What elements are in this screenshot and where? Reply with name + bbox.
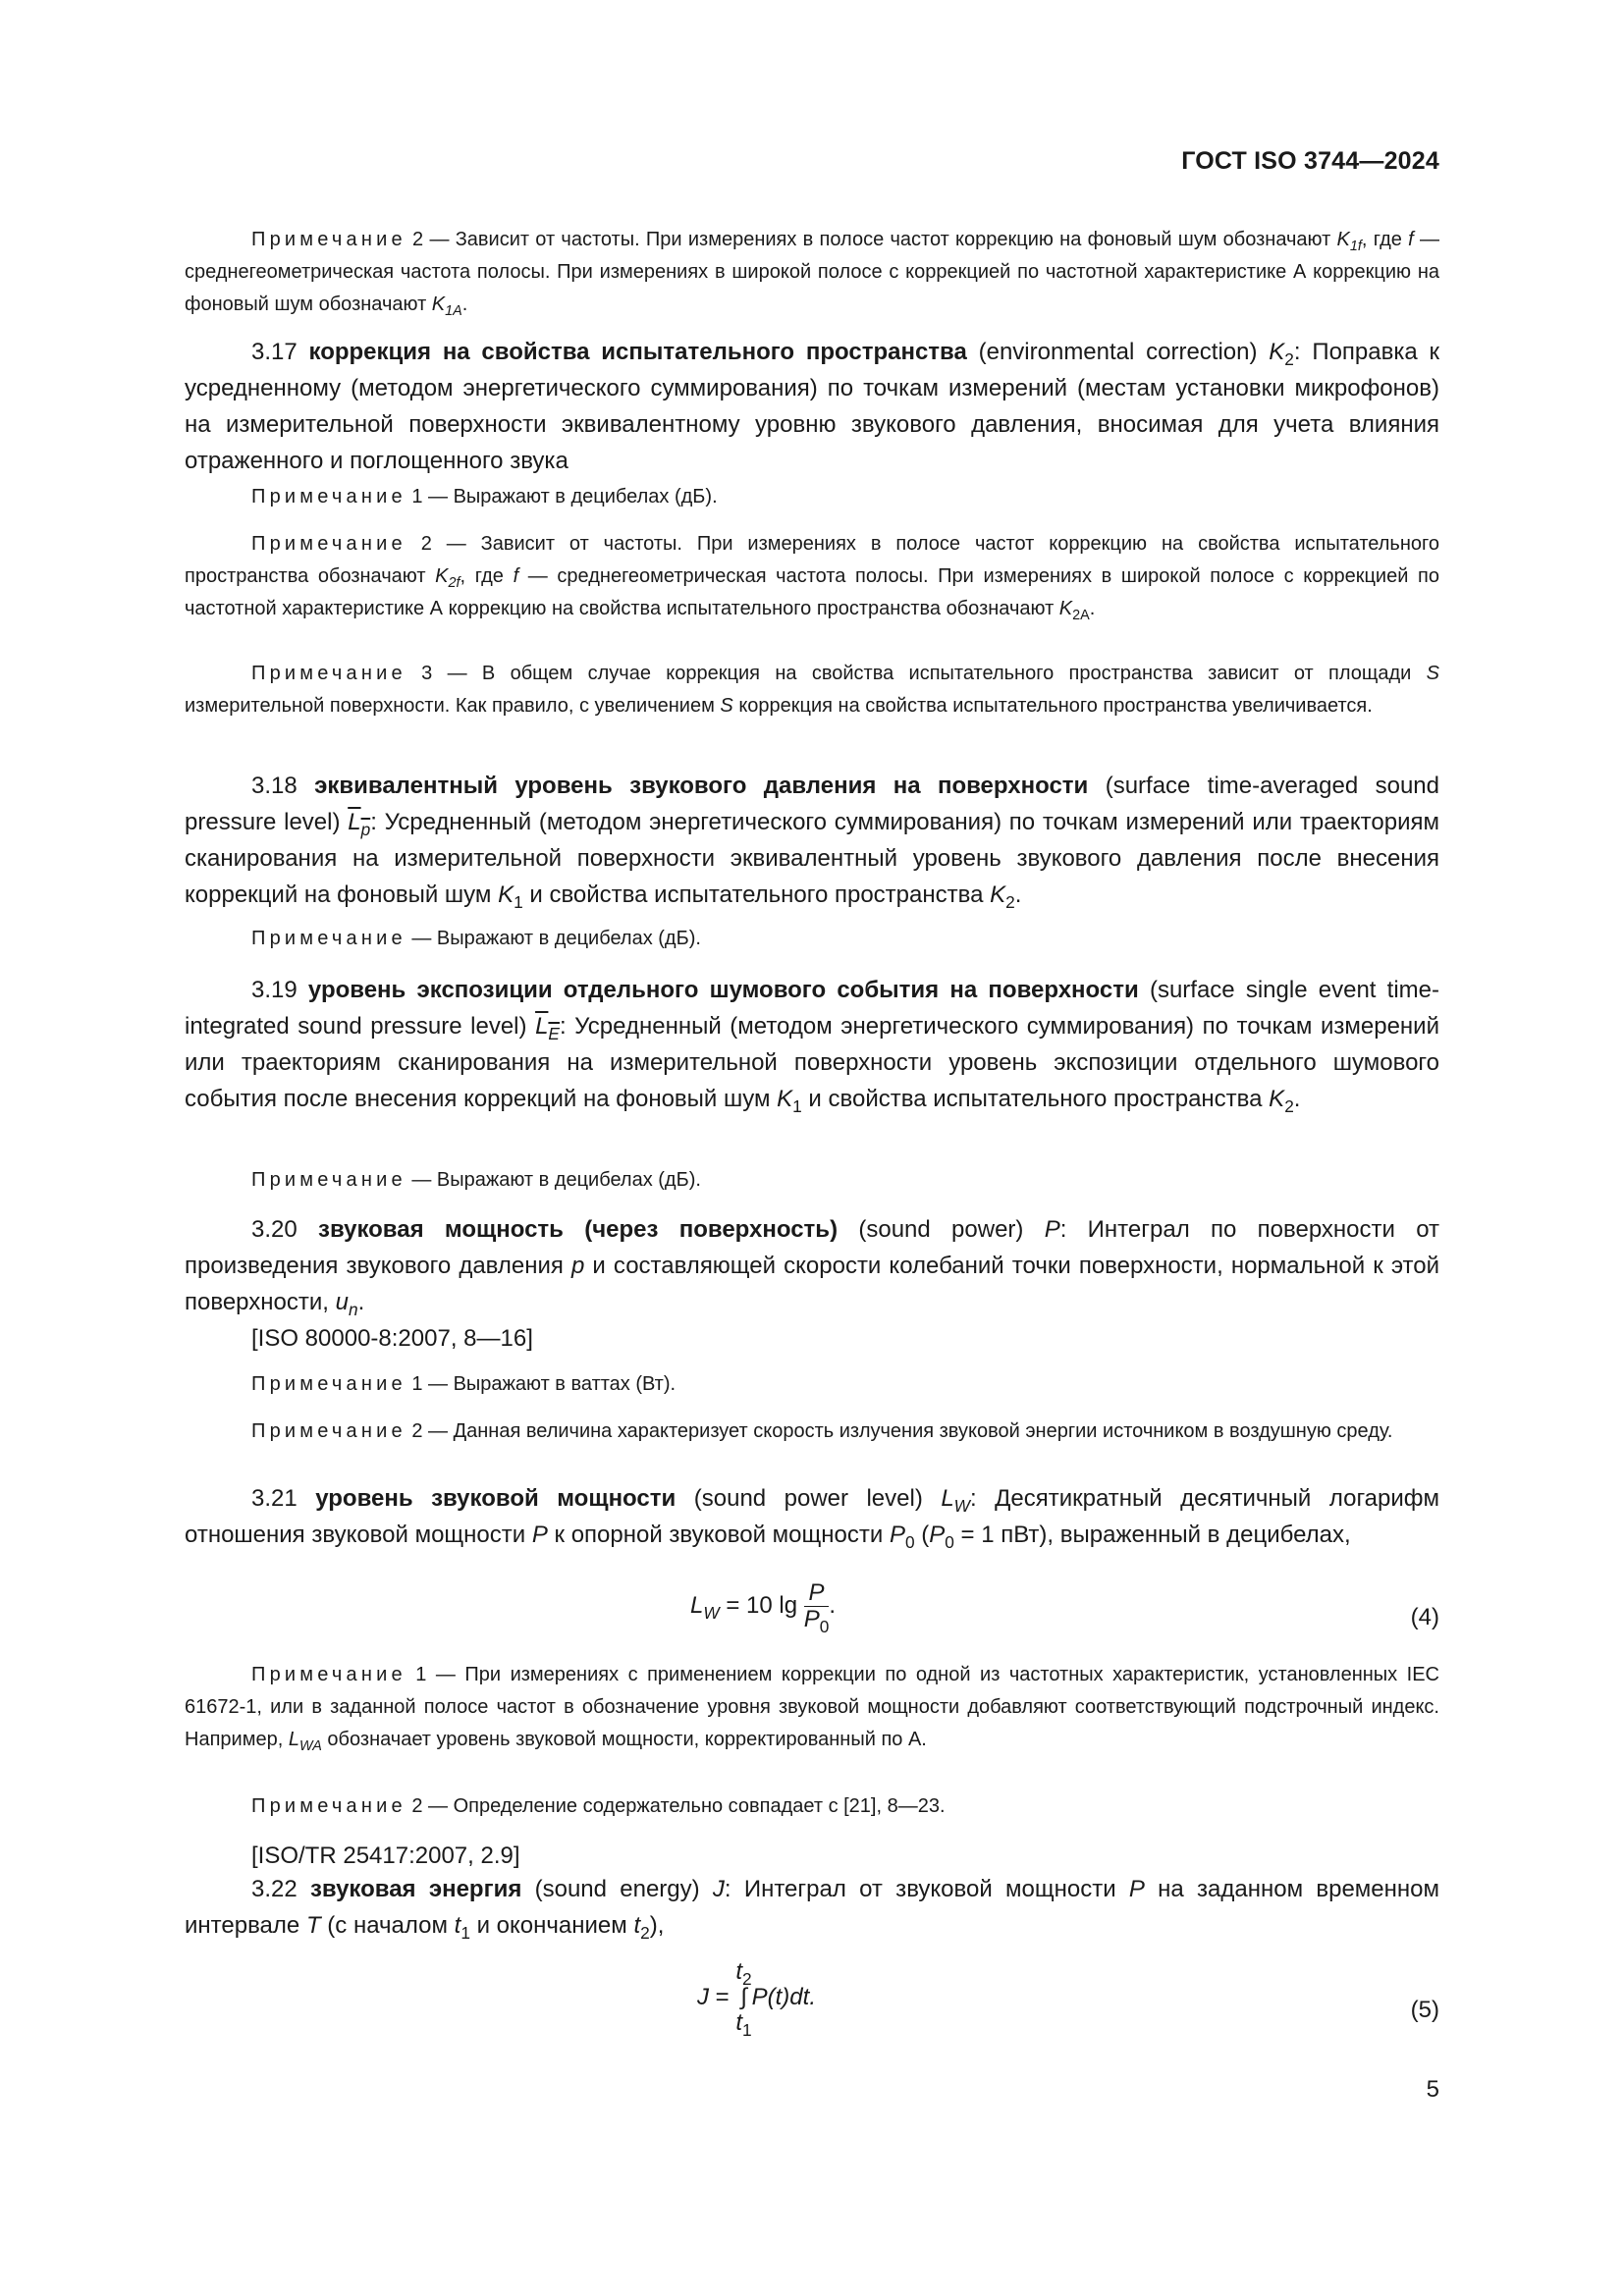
definition-3-18: 3.18 эквивалентный уровень звукового давления на поверхности (surface time-averaged sound pressure level) $L_p$: Усредненный (методом энергетического суммирования) по точкам измерений или траекториям сканирования на измерительной поверхности эквивалентный уровень звукового давления после внесения коррекций на фоновый шум $K_1$ и свойства испытательного пространства $K_2$.: [185, 773, 1439, 913]
note-3-17-1: Примечание 1 — Выражают в децибелах (дБ).: [251, 486, 718, 507]
note-3-18: Примечание — Выражают в децибелах (дБ).: [251, 928, 701, 949]
document-header: ГОСТ ISO 3744—2024: [1181, 147, 1439, 175]
note-3-17-3: Примечание 3 — В общем случае коррекция на свойства испытательного пространства зависит от площади S измерительной поверхности. Как правило, с увеличением S коррекция на свойства испытательного пространства увеличивается.: [185, 663, 1439, 717]
page-number: 5: [1426, 2076, 1439, 2103]
term: звуковая энергия: [309, 1876, 522, 1902]
note-3-20-2: Примечание 2 — Данная величина характеризует скорость излучения звуковой энергии источником в воздушную среду.: [251, 1420, 1393, 1442]
formula-expression: J = $t_2$ ∫ $t_1$ P(t)dt.: [697, 1958, 816, 2041]
term: звуковая мощность (через поверхность): [318, 1216, 839, 1243]
fraction: $\frac{P}{P_0}$: [803, 1579, 830, 1637]
definition-3-19: 3.19 уровень экспозиции отдельного шумового события на поверхности (surface single event time-integrated sound pressure level) $L_E$: Усредненный (методом энергетического суммирования) по точкам измерений или траекториям сканирования на измерительной поверхности уровень экспозиции отдельного шумового события после внесения коррекций на фоновый шум $K_1$ и свойства испытательного пространства $K_2$.: [185, 977, 1439, 1117]
formula-5: [185, 1953, 1439, 2061]
equation-number: (4): [1410, 1604, 1439, 1630]
note-3-16-2: Примечание 2 — Зависит от частоты. При измерениях в полосе частот коррекцию на фоновый шум обозначают $K_{1f}$, где f — среднегеометрическая частота полосы. При измерениях в широкой полосе с коррекцией по частотной характеристике А коррекцию на фоновый шум обозначают $K_{1A}$.: [185, 229, 1440, 320]
formula-expression: $L_W = 10$ lg $\frac{P}{P_0}$ .: [690, 1579, 837, 1637]
note-3-21-2: Примечание 2 — Определение содержательно совпадает с [21], 8—23.: [251, 1795, 946, 1817]
integral: $t_2$ ∫ $t_1$: [735, 1958, 752, 2041]
note-3-21-1: Примечание 1 — При измерениях с применением коррекции по одной из частотных характеристик, установленных IEC 61672-1, или в заданной полосе частот в обозначение уровня звуковой мощности добавляют соответствующий подстрочный индекс. Например, $L_{WA}$ обозначает уровень звуковой мощности, корректированный по А.: [185, 1664, 1440, 1755]
note-label: Примечание: [251, 229, 406, 250]
integral-sign: ∫: [740, 1984, 747, 2010]
term: уровень звуковой мощности: [315, 1485, 677, 1512]
definition-3-22: 3.22 звуковая энергия (sound energy) J: Интеграл от звуковой мощности P на заданном временном интервале T (с началом $t_1$ и окончанием $t_2$),: [185, 1876, 1439, 1944]
note-3-17-2: Примечание 2 — Зависит от частоты. При измерениях в полосе частот коррекцию на свойства испытательного пространства обозначают $K_{2f}$, где f — среднегеометрическая частота полосы. При измерениях в широкой полосе с коррекцией по частотной характеристике А коррекцию на свойства испытательного пространства обозначают $K_{2A}$.: [185, 533, 1439, 624]
formula-4: [185, 1580, 1439, 1649]
note-3-20-1: Примечание 1 — Выражают в ваттах (Вт).: [251, 1373, 677, 1395]
definition-3-20: 3.20 звуковая мощность (через поверхность) (sound power) P: Интеграл по поверхности от произведения звукового давления p и составляющей скорости колебаний точки поверхности, нормальной к этой поверхности, $u_n$.: [185, 1216, 1440, 1320]
source-reference: [ISO/TR 25417:2007, 2.9]: [251, 1842, 520, 1869]
note-3-19: Примечание — Выражают в децибелах (дБ).: [251, 1169, 701, 1191]
definition-3-21: 3.21 уровень звуковой мощности (sound power level) $L_W$: Десятикратный десятичный логарифм отношения звуковой мощности P к опорной звуковой мощности $P_0$ ($P_0 = 1$ пВт), выраженный в децибелах,: [185, 1485, 1440, 1553]
term: эквивалентный уровень звукового давления на поверхности: [314, 773, 1089, 799]
source-reference: [ISO 80000-8:2007, 8—16]: [251, 1325, 533, 1352]
term: коррекция на свойства испытательного пространства: [308, 339, 967, 365]
definition-3-17: 3.17 коррекция на свойства испытательного пространства (environmental correction) $K_2$: Поправка к усредненному (методом энергетического суммирования) по точкам измерений (местам установки микрофонов) на измерительной поверхности эквивалентному уровню звукового давления, вносимая для учета влияния отраженного и поглощенного звука: [185, 339, 1440, 474]
term: уровень экспозиции отдельного шумового события на поверхности: [307, 977, 1139, 1003]
equation-number: (5): [1410, 1997, 1439, 2023]
